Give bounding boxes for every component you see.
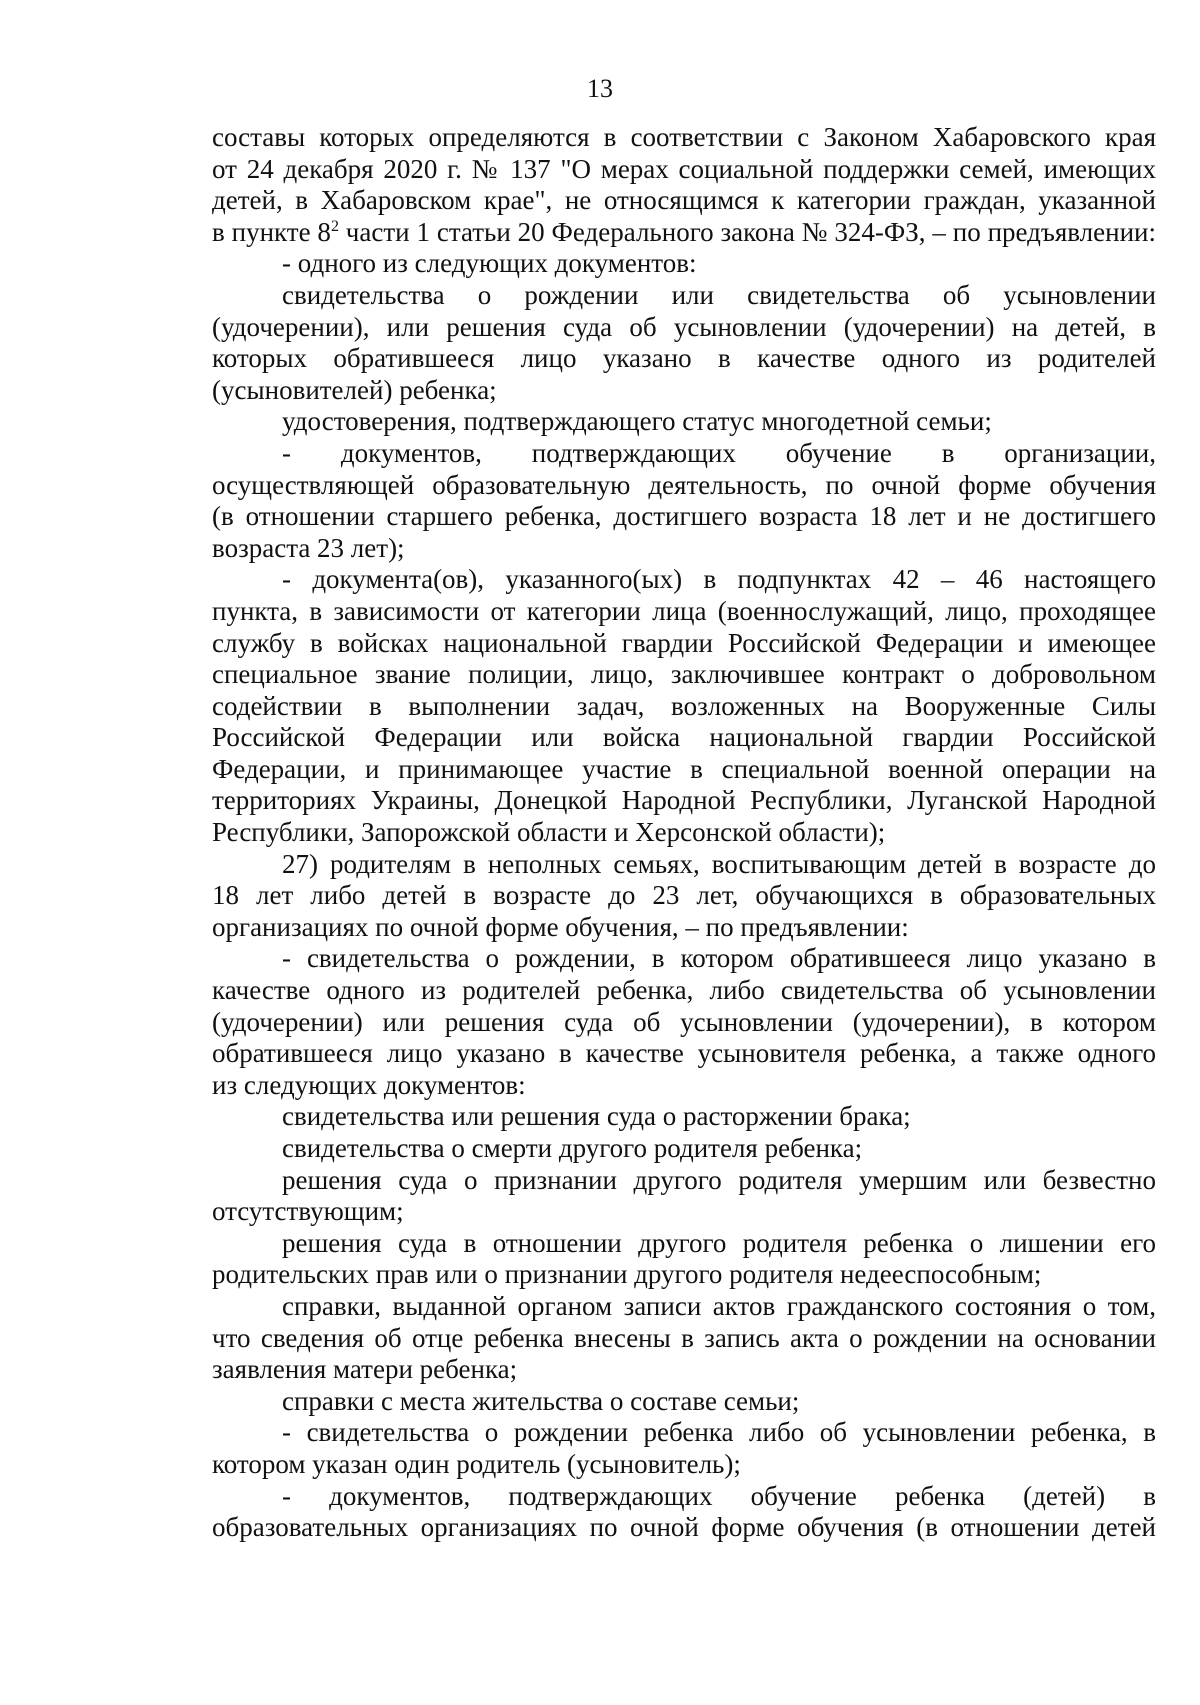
text-line: специальное звание полиции, лицо, заключившее контракт о добровольном <box>212 659 1156 690</box>
text-line: образовательных организациях по очной форме обучения (в отношении детей <box>212 1512 1156 1543</box>
text-line: (удочерении), или решения суда об усыновлении (удочерении) на детей, в <box>212 311 1156 342</box>
text-line: организациях по очной форме обучения, – по предъявлении: <box>212 911 909 942</box>
text-line: - документов, подтверждающих обучение ребенка (детей) в <box>282 1480 1156 1511</box>
text-line: справки с места жительства о составе семьи; <box>282 1385 800 1416</box>
text-line: - документов, подтверждающих обучение в организации, <box>282 437 1156 468</box>
text-line: Российской Федерации или войска национальной гвардии Российской <box>212 722 1156 753</box>
text-line: осуществляющей образовательную деятельность, по очной форме обучения <box>212 469 1156 500</box>
text-fragment: в пункте 8 <box>212 216 331 247</box>
text-line: 27) родителям в неполных семьях, воспитывающим детей в возрасте до <box>282 848 1156 879</box>
text-line: (усыновителей) ребенка; <box>212 374 497 405</box>
text-line: свидетельства о смерти другого родителя ребенка; <box>282 1133 863 1163</box>
text-line: - свидетельства о рождении ребенка либо об усыновлении ребенка, в <box>282 1417 1156 1448</box>
text-line: территориях Украины, Донецкой Народной Республики, Луганской Народной <box>212 785 1156 816</box>
document-body <box>212 122 1156 1544</box>
text-line: (в отношении старшего ребенка, достигшего возраста 18 лет и не достигшего <box>212 501 1156 532</box>
text-line: составы которых определяются в соответствии с Законом Хабаровского края <box>212 122 1156 152</box>
text-line: Республики, Запорожской области и Херсонской области); <box>212 817 886 848</box>
text-line: родительских прав или о признании другого родителя недееспособным; <box>212 1259 1042 1290</box>
text-line: из следующих документов: <box>212 1069 526 1100</box>
text-line: заявления матери ребенка; <box>212 1354 518 1385</box>
text-line: отсутствующим; <box>212 1196 404 1227</box>
text-line: которых обратившееся лицо указано в качестве одного из родителей <box>212 343 1156 374</box>
text-line: содействии в выполнении задач, возложенных на Вооруженные Силы <box>212 690 1156 721</box>
text-line <box>212 217 1156 249</box>
text-line: обратившееся лицо указано в качестве усыновителя ребенка, а также одного <box>212 1038 1156 1069</box>
text-line: - документа(ов), указанного(ых) в подпунктах 42 – 46 настоящего <box>282 564 1156 595</box>
text-line: - свидетельства о рождении, в котором обратившееся лицо указано в <box>282 943 1156 974</box>
text-line: возраста 23 лет); <box>212 532 405 563</box>
text-line: - одного из следующих документов: <box>282 248 697 279</box>
text-line: свидетельства или решения суда о расторжении брака; <box>282 1101 911 1132</box>
text-line: Федерации, и принимающее участие в специальной военной операции на <box>212 753 1156 784</box>
text-line: справки, выданной органом записи актов гражданского состояния о том, <box>282 1290 1156 1321</box>
text-fragment: части 1 статьи 20 Федерального закона № 324-ФЗ, – по предъявлении: <box>338 216 1156 247</box>
text-line: от 24 декабря 2020 г. № 137 "О мерах социальной поддержки семей, имеющих <box>212 153 1156 184</box>
text-line: детей, в Хабаровском крае", не относящимся к категории граждан, указанной <box>212 185 1156 216</box>
text-line: решения суда в отношении другого родителя ребенка о лишении его <box>282 1227 1156 1258</box>
text-line: удостоверения, подтверждающего статус многодетной семьи; <box>282 406 992 437</box>
text-line: 18 лет либо детей в возрасте до 23 лет, обучающихся в образовательных <box>212 880 1156 911</box>
page-number: 13 <box>587 74 613 103</box>
text-line: котором указан один родитель (усыновитель); <box>212 1448 741 1479</box>
text-line: пункта, в зависимости от категории лица (военнослужащий, лицо, проходящее <box>212 595 1156 626</box>
text-line: что сведения об отце ребенка внесены в запись акта о рождении на основании <box>212 1322 1156 1353</box>
text-line: решения суда о признании другого родителя умершим или безвестно <box>282 1164 1156 1195</box>
text-line: свидетельства о рождении или свидетельства об усыновлении <box>282 279 1156 310</box>
text-line: (удочерении) или решения суда об усыновлении (удочерении), в котором <box>212 1006 1156 1037</box>
superscript: 2 <box>330 217 339 235</box>
text-line: службу в войсках национальной гвардии Российской Федерации и имеющее <box>212 627 1156 658</box>
text-line: качестве одного из родителей ребенка, либо свидетельства об усыновлении <box>212 975 1156 1006</box>
